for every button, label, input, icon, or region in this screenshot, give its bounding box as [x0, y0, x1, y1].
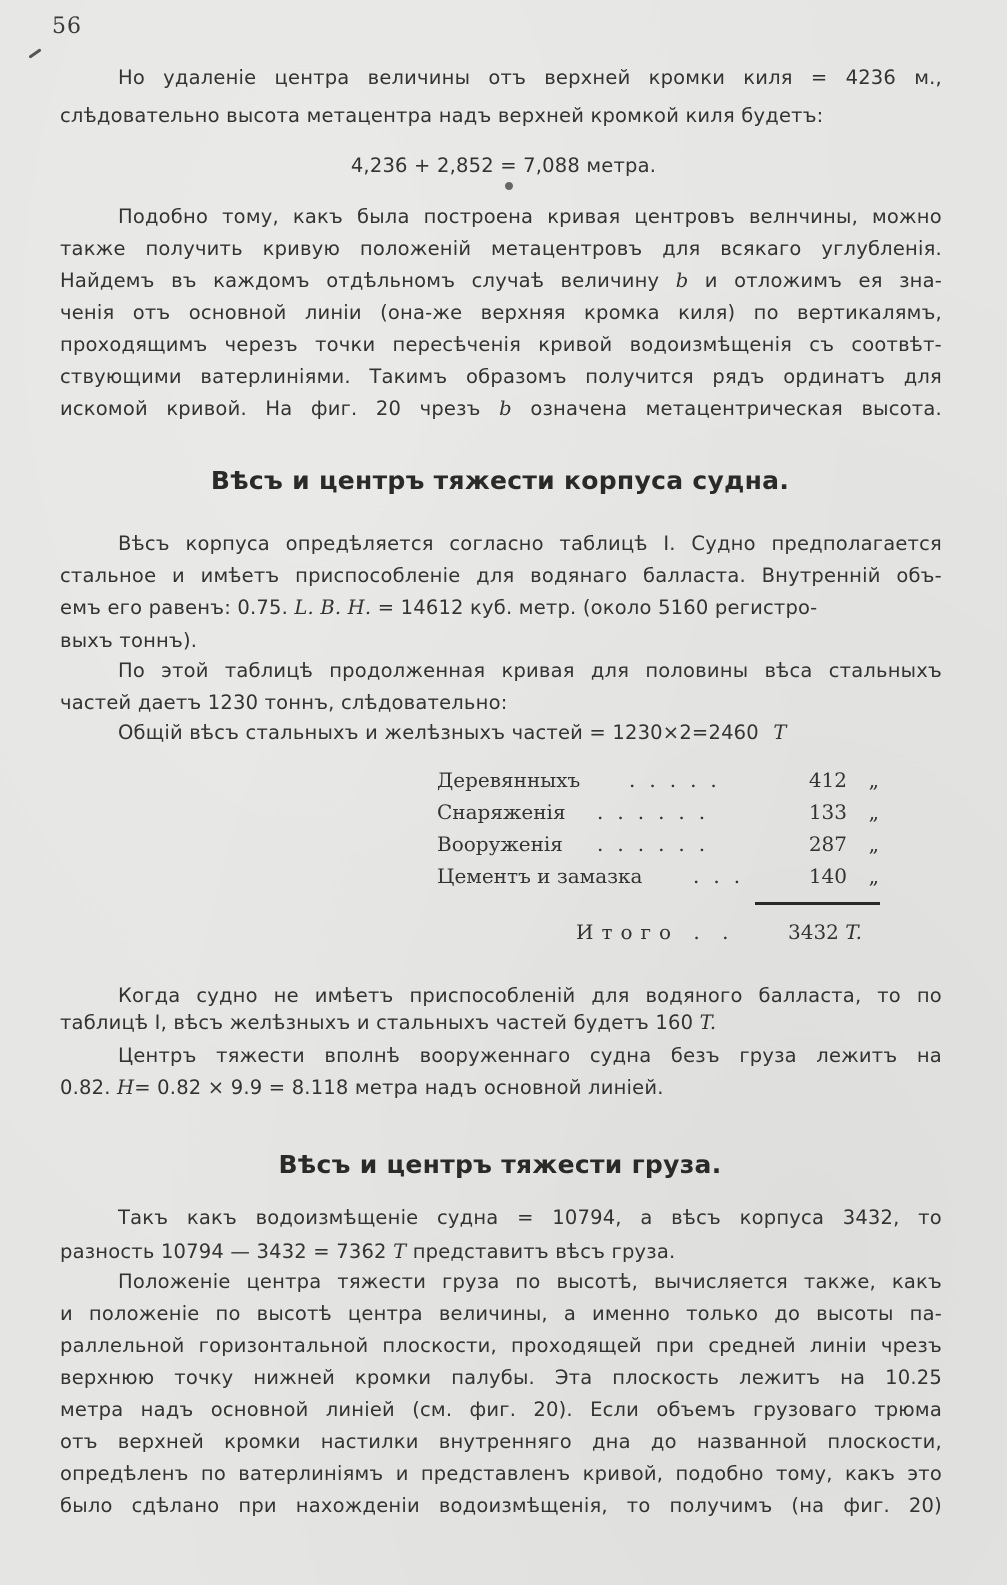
word: балласта.: [643, 564, 746, 587]
word: кромки: [354, 1366, 432, 1389]
word: также,: [803, 1270, 876, 1293]
paragraph-2-line-2: [60, 239, 942, 259]
word: опредѣленъ: [60, 1462, 189, 1485]
word: соотвѣт-: [851, 333, 942, 356]
paragraph-2-line-7: [60, 399, 942, 419]
word: кривую: [262, 237, 341, 260]
section-heading-cargo-weight: Вѣсъ и центръ тяжести груза.: [278, 1150, 722, 1179]
word: тому,: [775, 1462, 833, 1485]
word: метацентрическая: [645, 397, 843, 420]
word: получимъ: [669, 1494, 773, 1517]
word: построена: [423, 205, 534, 228]
word: Но: [118, 66, 145, 89]
ditto-mark: „: [868, 800, 879, 824]
word: отдѣльномъ: [326, 269, 456, 292]
row-value: 133: [808, 800, 847, 824]
word: кромки: [224, 1430, 301, 1453]
word: лежитъ: [816, 1044, 898, 1067]
table-row: [437, 768, 887, 796]
paragraph-3-line-1: [118, 534, 942, 554]
word: объемъ: [656, 1398, 736, 1421]
word: настилки: [320, 1430, 419, 1453]
word: Такимъ: [369, 365, 448, 388]
page-number: 56: [52, 14, 82, 39]
paragraph-6-line-2: [60, 1078, 942, 1098]
word: фиг.: [843, 1494, 890, 1517]
word: основной: [210, 1398, 309, 1421]
word: удаленіе: [163, 66, 257, 89]
word: для: [662, 237, 701, 260]
word: точки: [315, 333, 376, 356]
word: также: [60, 237, 126, 260]
total-unit: T.: [845, 920, 863, 944]
variable-h: H: [117, 1076, 135, 1099]
word: на: [916, 1044, 942, 1067]
word: Судно: [691, 532, 756, 555]
word: а: [640, 1206, 653, 1229]
word: =: [517, 1206, 534, 1229]
word: 20: [375, 397, 402, 420]
word: Эта: [554, 1366, 593, 1389]
word: всякаго: [720, 237, 802, 260]
word: кривой.: [166, 397, 247, 420]
text: 0.82.: [60, 1076, 111, 1099]
text: Общій вѣсъ стальныхъ и желѣзныхъ частей = 1230×2=2460: [118, 721, 759, 744]
word: какъ: [844, 1462, 896, 1485]
leader-dots: ......: [597, 800, 720, 824]
word: искомой: [60, 397, 148, 420]
word: па-: [909, 1302, 942, 1325]
paragraph-2-line-3: [60, 271, 942, 291]
word: каждомъ: [213, 269, 310, 292]
word: кривая: [547, 205, 621, 228]
word: получить: [145, 237, 243, 260]
word: получится: [585, 365, 694, 388]
word: зна-: [899, 269, 942, 292]
word: какъ: [891, 1270, 942, 1293]
word: 3432,: [842, 1206, 900, 1229]
word: этой: [161, 659, 209, 682]
word: палубы.: [451, 1366, 535, 1389]
word: Внутренній: [761, 564, 881, 587]
paragraph-5-line-2: [60, 1013, 942, 1033]
word: =: [810, 66, 828, 89]
word: трюма: [874, 1398, 942, 1421]
word: высота.: [861, 397, 942, 420]
paragraph-2-line-1: [118, 207, 942, 227]
text: емъ его равенъ: 0.75.: [60, 596, 288, 619]
word: пересѣченія: [392, 333, 522, 356]
sum-rule: [755, 902, 880, 905]
word: кромка: [584, 301, 660, 324]
ditto-mark: „: [868, 864, 879, 888]
text: таблицѣ I, вѣсъ желѣзныхъ и стальныхъ частей будетъ 160: [60, 1011, 694, 1034]
row-value: 412: [808, 768, 847, 792]
word: проходящей: [511, 1334, 642, 1357]
variable-b: b: [675, 269, 689, 292]
total-number: 3432: [788, 920, 839, 944]
word: то: [918, 1206, 942, 1229]
word: 10794,: [552, 1206, 622, 1229]
word: чрезъ: [419, 397, 481, 420]
word: центра: [246, 1270, 322, 1293]
word: I.: [663, 532, 676, 555]
word: для: [591, 984, 630, 1007]
word: груза: [739, 1044, 797, 1067]
ink-smudge: [505, 182, 513, 190]
word: съ: [809, 333, 835, 356]
paragraph-3-line-2: [60, 566, 942, 586]
word: ватерлиніями.: [200, 365, 351, 388]
word: верхней: [117, 1430, 205, 1453]
word: ствующими: [60, 365, 182, 388]
word: водоизмѣщеніе: [255, 1206, 419, 1229]
word: а: [563, 1302, 576, 1325]
word: верхнюю: [60, 1366, 155, 1389]
table-row: [437, 800, 887, 828]
word: водоизмѣщенія: [629, 333, 793, 356]
table-row: [437, 832, 887, 860]
word: высоты: [816, 1302, 894, 1325]
row-value: 140: [808, 864, 847, 888]
word: таблицѣ: [559, 532, 648, 555]
word: рядъ: [712, 365, 765, 388]
paragraph-6-line-1: [118, 1046, 942, 1066]
word: (на: [791, 1494, 825, 1517]
word: средней: [708, 1334, 796, 1357]
word: верхней: [544, 66, 631, 89]
word: отъ: [132, 301, 171, 324]
word: грузоваго: [753, 1398, 857, 1421]
word: величины,: [438, 1302, 548, 1325]
word: приспособленій: [409, 984, 576, 1007]
paragraph-3-line-4: выхъ тоннъ).: [60, 629, 198, 652]
word: На: [265, 397, 293, 420]
word: (см.: [412, 1398, 453, 1421]
word: Такъ: [118, 1206, 169, 1229]
word: надъ: [140, 1398, 194, 1421]
word: центровъ: [634, 205, 735, 228]
word: киля: [743, 66, 793, 89]
paragraph-8-line-1: [118, 1272, 942, 1292]
paragraph-7-line-2: [60, 1242, 942, 1262]
word: вооруженнаго: [419, 1044, 571, 1067]
word: по: [200, 1462, 227, 1485]
leader-dots: .....: [629, 768, 731, 792]
row-label: Вооруженія: [437, 832, 563, 856]
word: половины: [645, 659, 749, 682]
word: величины: [367, 66, 471, 89]
word: и: [395, 1462, 409, 1485]
word: вѣса: [764, 659, 813, 682]
word: основной: [188, 301, 287, 324]
unit-tons: T: [773, 721, 787, 744]
unit-tons: T: [393, 1240, 407, 1263]
word: Когда: [118, 984, 181, 1007]
word: кривой: [538, 333, 613, 356]
word: представленъ: [420, 1462, 571, 1485]
word: Если: [590, 1398, 640, 1421]
word: 4236: [845, 66, 897, 89]
paragraph-7-line-1: [118, 1208, 942, 1228]
word: ченія: [60, 301, 115, 324]
word: нижней: [253, 1366, 335, 1389]
paragraph-2-line-6: [60, 367, 942, 387]
text: = 0.82 × 9.9 = 8.118 метра надъ основной линіей.: [134, 1076, 664, 1099]
word: 20): [908, 1494, 942, 1517]
word: судна: [437, 1206, 499, 1229]
word: отъ: [488, 66, 527, 89]
word: центра: [347, 1302, 423, 1325]
word: кривой,: [582, 1462, 664, 1485]
word: 10.25: [885, 1366, 942, 1389]
word: вычисляется: [653, 1270, 788, 1293]
leader-dots: ......: [597, 832, 720, 856]
word: линіи: [304, 301, 362, 324]
total-value: [788, 920, 862, 944]
row-label: Цементъ и замазка: [437, 864, 643, 888]
word: углубленія.: [821, 237, 942, 260]
total-label: Итого . .: [576, 920, 737, 944]
word: фиг.: [469, 1398, 517, 1421]
row-label: Снаряженія: [437, 800, 566, 824]
row-label: Деревянныхъ: [437, 768, 581, 792]
word: Центръ: [118, 1044, 197, 1067]
word: при: [238, 1494, 277, 1517]
word: подобно: [675, 1462, 764, 1485]
word: на: [840, 1366, 866, 1389]
paragraph-4-line-1: [118, 661, 942, 681]
word: фиг.: [310, 397, 358, 420]
word: Найдемъ: [60, 269, 155, 292]
word: высотѣ: [256, 1302, 332, 1325]
word: названной: [696, 1430, 808, 1453]
word: какъ: [186, 1206, 237, 1229]
section-heading-hull-weight: Вѣсъ и центръ тяжести корпуса судна.: [210, 466, 790, 495]
table-row: [437, 864, 887, 892]
word: означена: [530, 397, 628, 420]
word: объ-: [896, 564, 942, 587]
text: представитъ вѣсъ груза.: [412, 1240, 676, 1263]
word: для: [903, 365, 942, 388]
word: Вѣсъ: [118, 532, 170, 555]
paragraph-8-line-7: [60, 1464, 942, 1484]
pencil-mark: [28, 48, 41, 58]
row-value: 287: [808, 832, 847, 856]
word: отъ: [60, 1430, 98, 1453]
word: продолженная: [329, 659, 486, 682]
leader-dots: ...: [693, 864, 755, 888]
word: ватерлиніямъ: [238, 1462, 384, 1485]
word: судно: [196, 984, 258, 1007]
ditto-mark: „: [868, 832, 879, 856]
word: метра: [60, 1398, 124, 1421]
word: тяжести: [337, 1270, 427, 1293]
word: водянаго: [530, 564, 628, 587]
word: корпуса: [185, 532, 270, 555]
text: = 14612 куб. метр. (около 5160 регистро-: [377, 596, 818, 619]
word: это: [907, 1462, 942, 1485]
word: водяного: [645, 984, 743, 1007]
word: плоскость: [612, 1366, 720, 1389]
word: согласно: [449, 532, 544, 555]
word: точку: [174, 1366, 234, 1389]
word: по: [916, 984, 942, 1007]
word: была: [356, 205, 410, 228]
word: то: [626, 1494, 651, 1517]
word: именно: [592, 1302, 671, 1325]
word: По: [118, 659, 145, 682]
word: кривая: [501, 659, 575, 682]
word: Положеніе: [118, 1270, 231, 1293]
word: для: [476, 564, 515, 587]
word: какъ: [292, 205, 343, 228]
word: тому,: [222, 205, 279, 228]
word: вѣсъ: [671, 1206, 722, 1229]
word: для: [590, 659, 630, 682]
word: проходящимъ: [60, 333, 208, 356]
word: велнчины,: [748, 205, 858, 228]
paragraph-8-line-2: [60, 1304, 942, 1324]
word: безъ: [670, 1044, 720, 1067]
word: плоскости,: [827, 1430, 942, 1453]
word: киля): [678, 301, 736, 324]
word: нахожденіи: [295, 1494, 420, 1517]
word: положеній: [359, 237, 472, 260]
word: по: [215, 1302, 241, 1325]
word: не: [273, 984, 299, 1007]
word: и: [60, 1302, 73, 1325]
word: вертикалямъ,: [797, 301, 942, 324]
word: водоизмѣщенія,: [438, 1494, 608, 1517]
word: линіи: [809, 1334, 867, 1357]
paragraph-8-line-5: [60, 1400, 942, 1420]
word: кромки: [648, 66, 726, 89]
paragraph-8-line-8: [60, 1496, 942, 1516]
word: можно: [872, 205, 942, 228]
word: ея: [858, 269, 883, 292]
word: опредѣляется: [285, 532, 434, 555]
word: сдѣлано: [131, 1494, 220, 1517]
paragraph-4-line-3: [118, 723, 942, 743]
paragraph-8-line-6: [60, 1432, 942, 1452]
paragraph-8-line-4: [60, 1368, 942, 1388]
paragraph-8-line-3: [60, 1336, 942, 1356]
word: горизонтальной: [198, 1334, 369, 1357]
paragraph-4-line-2: частей даетъ 1230 тоннъ, слѣдовательно:: [60, 691, 508, 714]
word: центра: [274, 66, 350, 89]
paragraph-1-line-1: [118, 68, 942, 88]
word: черезъ: [224, 333, 298, 356]
formula-metacenter-height: 4,236 + 2,852 = 7,088 метра.: [350, 154, 657, 177]
word: имѣетъ: [314, 984, 394, 1007]
word: до: [774, 1302, 801, 1325]
word: при: [655, 1334, 695, 1357]
word: величину: [560, 269, 660, 292]
paragraph-3-line-3: [60, 598, 942, 618]
word: по: [753, 301, 779, 324]
word: въ: [171, 269, 197, 292]
variable-b: b: [499, 397, 512, 420]
word: линіей: [325, 1398, 395, 1421]
word: верхняя: [480, 301, 566, 324]
word: (она-же: [380, 301, 463, 324]
paragraph-1-line-2: слѣдовательно высота метацентра надъ верхней кромкой киля будетъ:: [60, 104, 824, 127]
word: корпуса: [739, 1206, 825, 1229]
word: образомъ: [466, 365, 567, 388]
word: только: [686, 1302, 759, 1325]
word: предполагается: [771, 532, 942, 555]
unit-tons: T.: [699, 1011, 717, 1034]
word: то: [877, 984, 901, 1007]
word: и: [704, 269, 718, 292]
word: ординатъ: [783, 365, 886, 388]
word: раллельной: [60, 1334, 185, 1357]
word: судна: [589, 1044, 652, 1067]
paragraph-5-line-1: [118, 986, 942, 1006]
word: и: [171, 564, 185, 587]
word: приспособленіе: [295, 564, 461, 587]
formula-lbh: L. B. H.: [294, 596, 372, 619]
word: имѣетъ: [200, 564, 280, 587]
paragraph-2-line-5: [60, 335, 942, 355]
word: случаѣ: [471, 269, 545, 292]
word: стальныхъ: [828, 659, 942, 682]
word: положеніе: [88, 1302, 200, 1325]
word: плоскости,: [382, 1334, 497, 1357]
word: было: [60, 1494, 113, 1517]
text: разность 10794 — 3432 = 7362: [60, 1240, 387, 1263]
word: груза: [442, 1270, 500, 1293]
word: метацентровъ: [491, 237, 643, 260]
paragraph-2-line-4: [60, 303, 942, 323]
word: стальное: [60, 564, 157, 587]
ditto-mark: „: [868, 768, 879, 792]
word: до: [650, 1430, 677, 1453]
word: вполнѣ: [324, 1044, 401, 1067]
word: отложимъ: [734, 269, 843, 292]
word: чрезъ: [880, 1334, 942, 1357]
word: м.,: [914, 66, 942, 89]
word: лежитъ: [739, 1366, 821, 1389]
word: внутренняго: [438, 1430, 572, 1453]
word: тяжести: [216, 1044, 305, 1067]
word: таблицѣ: [224, 659, 314, 682]
word: Подобно: [118, 205, 209, 228]
word: 20).: [533, 1398, 573, 1421]
word: высотѣ,: [556, 1270, 639, 1293]
word: дна: [592, 1430, 631, 1453]
word: по: [515, 1270, 541, 1293]
word: балласта,: [758, 984, 862, 1007]
